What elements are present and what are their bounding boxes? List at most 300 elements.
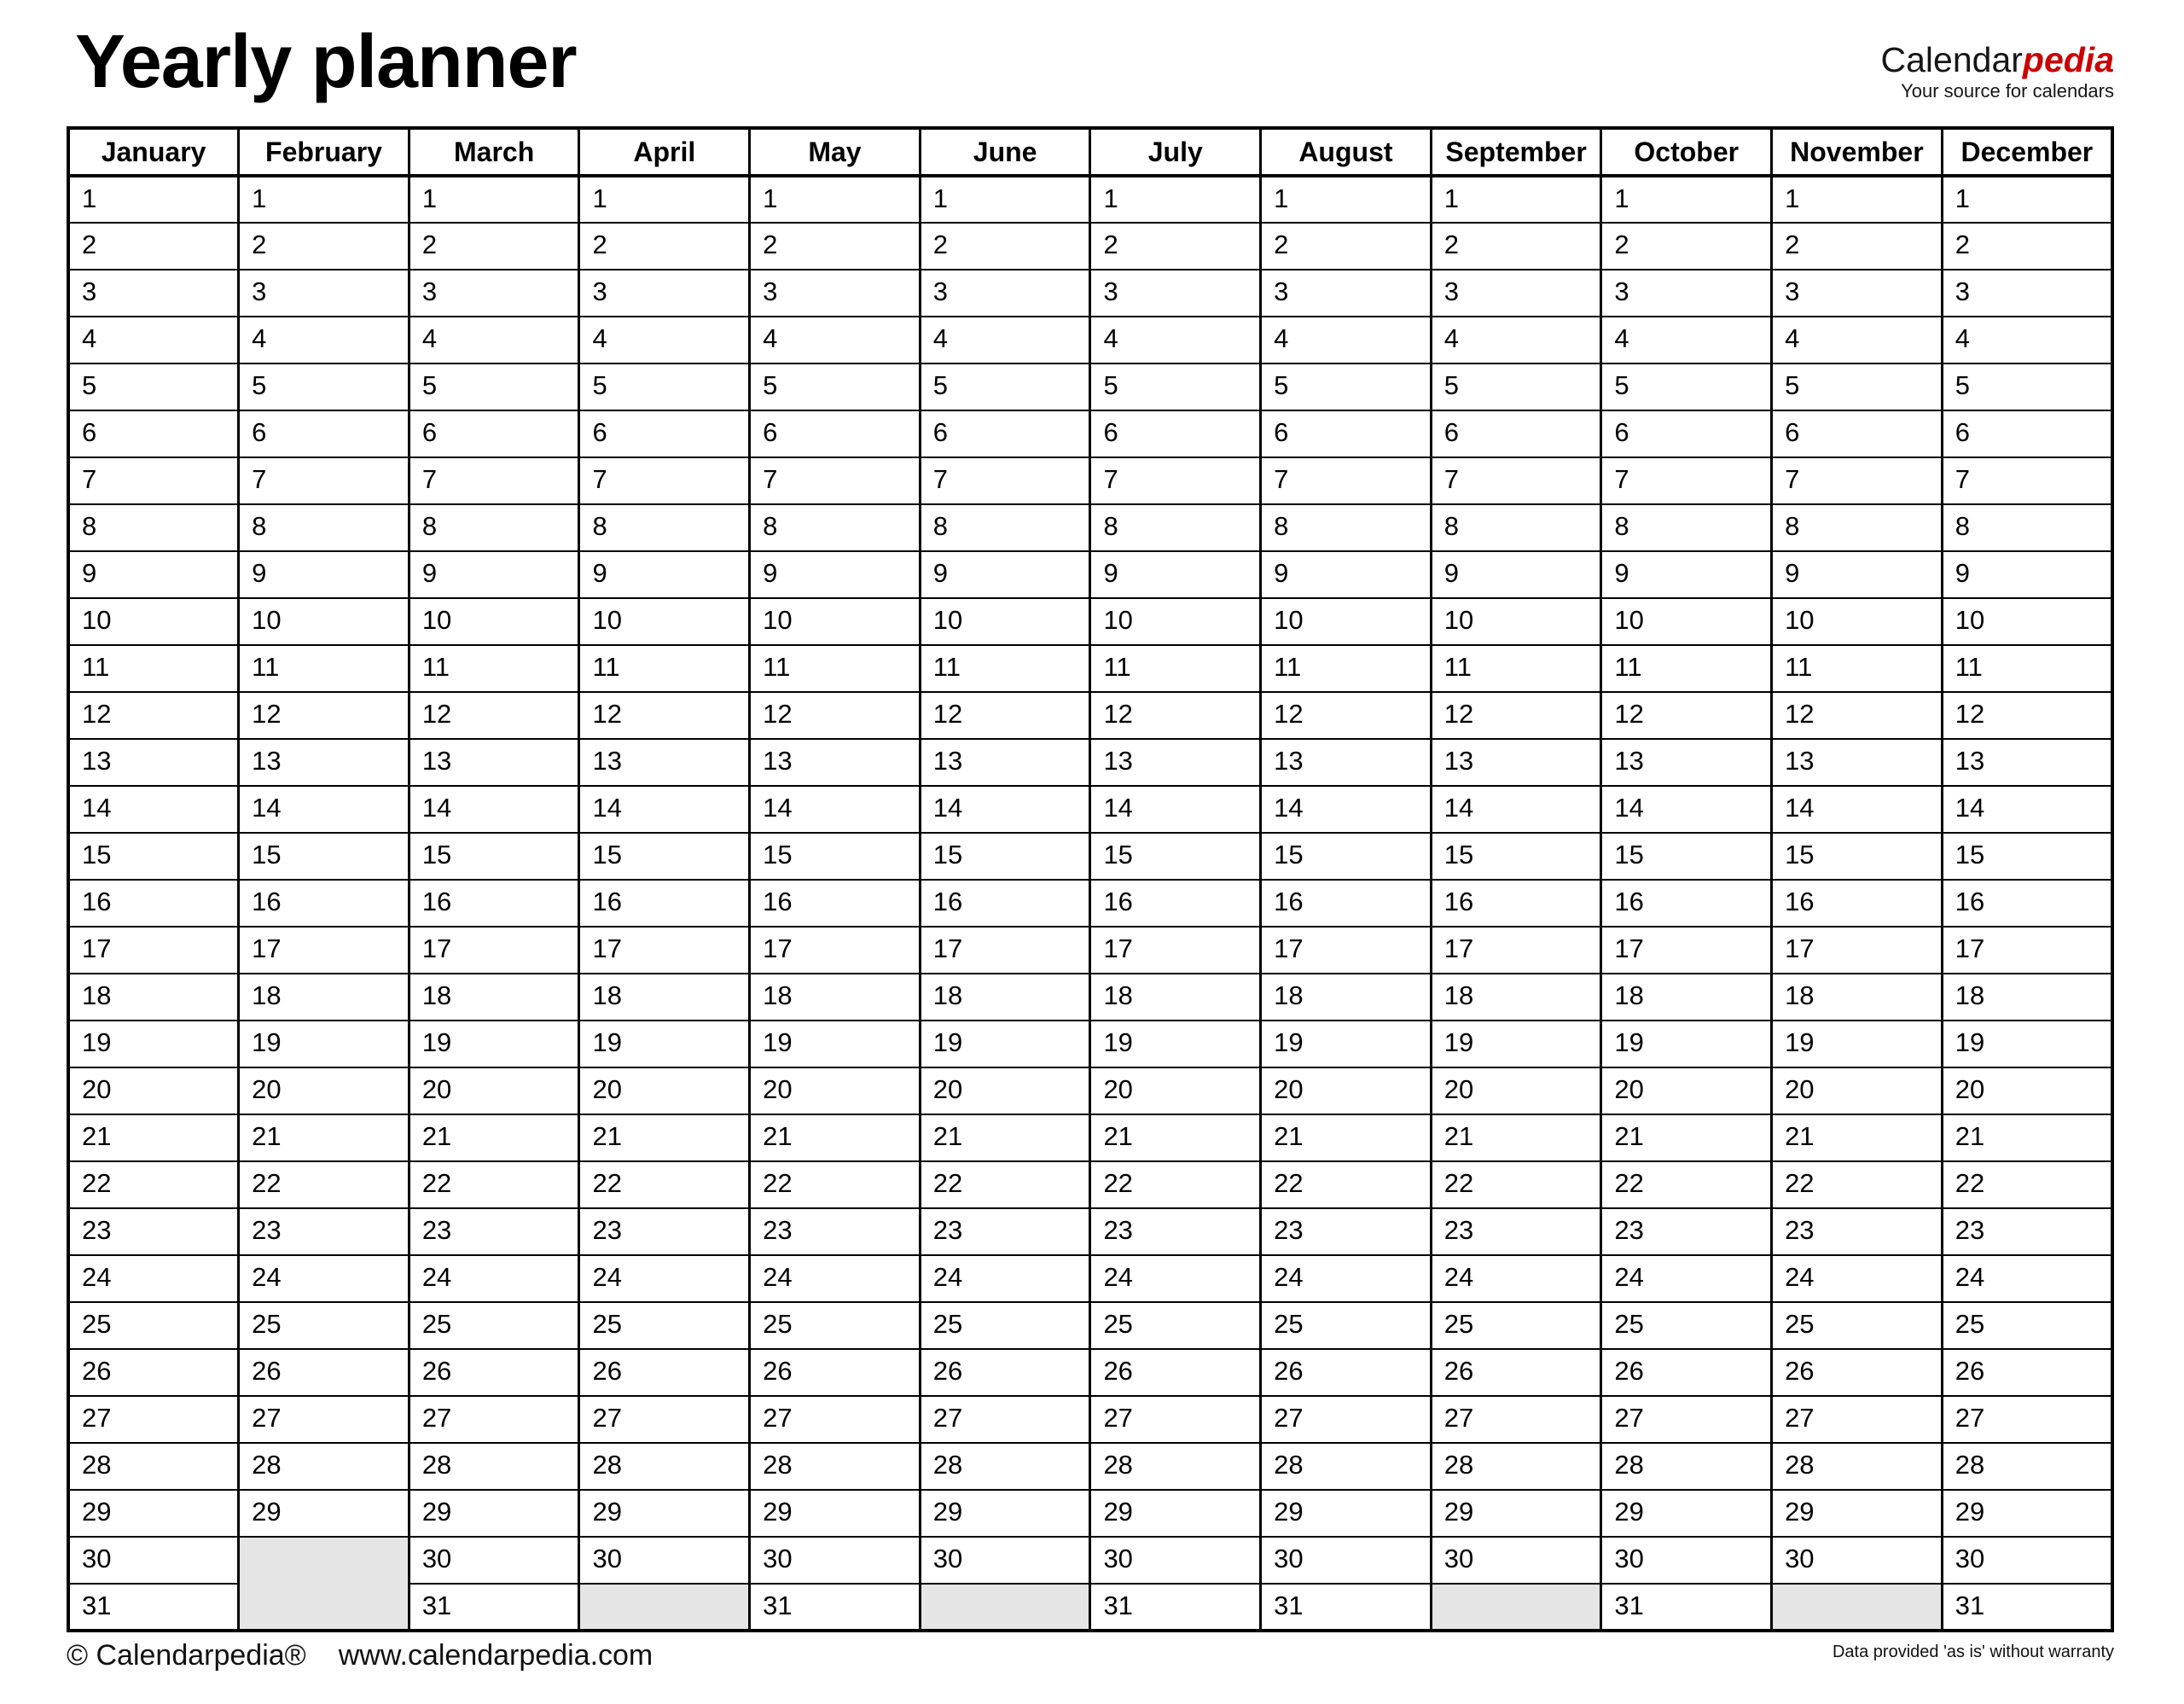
day-cell-february-5[interactable]: 5 <box>239 363 410 410</box>
day-cell-december-1[interactable]: 1 <box>1942 176 2112 223</box>
day-cell-july-29[interactable]: 29 <box>1090 1490 1261 1537</box>
day-cell-august-4[interactable]: 4 <box>1261 317 1432 363</box>
day-cell-september-28[interactable]: 28 <box>1431 1443 1601 1490</box>
day-cell-december-4[interactable]: 4 <box>1942 317 2112 363</box>
day-cell-may-2[interactable]: 2 <box>750 223 921 270</box>
day-cell-september-3[interactable]: 3 <box>1431 270 1601 317</box>
day-cell-january-15[interactable]: 15 <box>68 833 239 880</box>
day-cell-october-26[interactable]: 26 <box>1601 1349 1772 1396</box>
day-cell-november-26[interactable]: 26 <box>1772 1349 1943 1396</box>
day-cell-june-27[interactable]: 27 <box>920 1396 1090 1443</box>
day-cell-january-7[interactable]: 7 <box>68 457 239 504</box>
day-cell-april-4[interactable]: 4 <box>579 317 750 363</box>
day-cell-december-23[interactable]: 23 <box>1942 1208 2112 1255</box>
day-cell-march-1[interactable]: 1 <box>409 176 579 223</box>
day-cell-july-30[interactable]: 30 <box>1090 1537 1261 1584</box>
day-cell-june-20[interactable]: 20 <box>920 1067 1090 1114</box>
day-cell-march-4[interactable]: 4 <box>409 317 579 363</box>
day-cell-march-30[interactable]: 30 <box>409 1537 579 1584</box>
day-cell-january-3[interactable]: 3 <box>68 270 239 317</box>
day-cell-january-10[interactable]: 10 <box>68 598 239 645</box>
day-cell-march-6[interactable]: 6 <box>409 410 579 457</box>
day-cell-september-5[interactable]: 5 <box>1431 363 1601 410</box>
day-cell-october-29[interactable]: 29 <box>1601 1490 1772 1537</box>
day-cell-november-10[interactable]: 10 <box>1772 598 1943 645</box>
day-cell-april-27[interactable]: 27 <box>579 1396 750 1443</box>
day-cell-march-17[interactable]: 17 <box>409 927 579 974</box>
day-cell-february-18[interactable]: 18 <box>239 974 410 1021</box>
day-cell-may-29[interactable]: 29 <box>750 1490 921 1537</box>
day-cell-may-22[interactable]: 22 <box>750 1161 921 1208</box>
day-cell-august-3[interactable]: 3 <box>1261 270 1432 317</box>
day-cell-april-17[interactable]: 17 <box>579 927 750 974</box>
day-cell-may-14[interactable]: 14 <box>750 786 921 833</box>
day-cell-june-11[interactable]: 11 <box>920 645 1090 692</box>
day-cell-february-21[interactable]: 21 <box>239 1114 410 1161</box>
day-cell-december-27[interactable]: 27 <box>1942 1396 2112 1443</box>
day-cell-april-3[interactable]: 3 <box>579 270 750 317</box>
day-cell-november-3[interactable]: 3 <box>1772 270 1943 317</box>
day-cell-february-17[interactable]: 17 <box>239 927 410 974</box>
day-cell-november-30[interactable]: 30 <box>1772 1537 1943 1584</box>
day-cell-january-9[interactable]: 9 <box>68 551 239 598</box>
day-cell-february-1[interactable]: 1 <box>239 176 410 223</box>
day-cell-november-29[interactable]: 29 <box>1772 1490 1943 1537</box>
day-cell-april-19[interactable]: 19 <box>579 1021 750 1067</box>
day-cell-february-22[interactable]: 22 <box>239 1161 410 1208</box>
day-cell-may-21[interactable]: 21 <box>750 1114 921 1161</box>
day-cell-november-19[interactable]: 19 <box>1772 1021 1943 1067</box>
day-cell-july-27[interactable]: 27 <box>1090 1396 1261 1443</box>
day-cell-december-8[interactable]: 8 <box>1942 504 2112 551</box>
day-cell-november-16[interactable]: 16 <box>1772 880 1943 927</box>
day-cell-march-16[interactable]: 16 <box>409 880 579 927</box>
day-cell-april-24[interactable]: 24 <box>579 1255 750 1302</box>
day-cell-april-26[interactable]: 26 <box>579 1349 750 1396</box>
day-cell-february-14[interactable]: 14 <box>239 786 410 833</box>
day-cell-november-6[interactable]: 6 <box>1772 410 1943 457</box>
day-cell-january-31[interactable]: 31 <box>68 1584 239 1631</box>
day-cell-july-15[interactable]: 15 <box>1090 833 1261 880</box>
day-cell-march-26[interactable]: 26 <box>409 1349 579 1396</box>
day-cell-may-12[interactable]: 12 <box>750 692 921 739</box>
day-cell-june-6[interactable]: 6 <box>920 410 1090 457</box>
day-cell-march-5[interactable]: 5 <box>409 363 579 410</box>
day-cell-august-10[interactable]: 10 <box>1261 598 1432 645</box>
day-cell-august-6[interactable]: 6 <box>1261 410 1432 457</box>
day-cell-december-30[interactable]: 30 <box>1942 1537 2112 1584</box>
day-cell-december-9[interactable]: 9 <box>1942 551 2112 598</box>
day-cell-june-25[interactable]: 25 <box>920 1302 1090 1349</box>
day-cell-march-28[interactable]: 28 <box>409 1443 579 1490</box>
day-cell-may-23[interactable]: 23 <box>750 1208 921 1255</box>
day-cell-april-9[interactable]: 9 <box>579 551 750 598</box>
day-cell-april-14[interactable]: 14 <box>579 786 750 833</box>
day-cell-may-24[interactable]: 24 <box>750 1255 921 1302</box>
day-cell-april-15[interactable]: 15 <box>579 833 750 880</box>
day-cell-september-4[interactable]: 4 <box>1431 317 1601 363</box>
day-cell-july-10[interactable]: 10 <box>1090 598 1261 645</box>
day-cell-october-9[interactable]: 9 <box>1601 551 1772 598</box>
day-cell-march-21[interactable]: 21 <box>409 1114 579 1161</box>
day-cell-september-27[interactable]: 27 <box>1431 1396 1601 1443</box>
day-cell-july-23[interactable]: 23 <box>1090 1208 1261 1255</box>
day-cell-november-28[interactable]: 28 <box>1772 1443 1943 1490</box>
day-cell-september-7[interactable]: 7 <box>1431 457 1601 504</box>
day-cell-january-26[interactable]: 26 <box>68 1349 239 1396</box>
day-cell-october-13[interactable]: 13 <box>1601 739 1772 786</box>
day-cell-october-31[interactable]: 31 <box>1601 1584 1772 1631</box>
day-cell-july-2[interactable]: 2 <box>1090 223 1261 270</box>
day-cell-january-20[interactable]: 20 <box>68 1067 239 1114</box>
day-cell-may-25[interactable]: 25 <box>750 1302 921 1349</box>
day-cell-march-25[interactable]: 25 <box>409 1302 579 1349</box>
day-cell-october-4[interactable]: 4 <box>1601 317 1772 363</box>
day-cell-may-31[interactable]: 31 <box>750 1584 921 1631</box>
day-cell-may-10[interactable]: 10 <box>750 598 921 645</box>
day-cell-february-2[interactable]: 2 <box>239 223 410 270</box>
day-cell-june-2[interactable]: 2 <box>920 223 1090 270</box>
day-cell-december-3[interactable]: 3 <box>1942 270 2112 317</box>
day-cell-july-1[interactable]: 1 <box>1090 176 1261 223</box>
day-cell-june-23[interactable]: 23 <box>920 1208 1090 1255</box>
day-cell-march-22[interactable]: 22 <box>409 1161 579 1208</box>
day-cell-october-7[interactable]: 7 <box>1601 457 1772 504</box>
day-cell-november-17[interactable]: 17 <box>1772 927 1943 974</box>
day-cell-october-23[interactable]: 23 <box>1601 1208 1772 1255</box>
day-cell-october-17[interactable]: 17 <box>1601 927 1772 974</box>
day-cell-september-17[interactable]: 17 <box>1431 927 1601 974</box>
day-cell-january-17[interactable]: 17 <box>68 927 239 974</box>
day-cell-february-25[interactable]: 25 <box>239 1302 410 1349</box>
day-cell-october-5[interactable]: 5 <box>1601 363 1772 410</box>
day-cell-march-31[interactable]: 31 <box>409 1584 579 1631</box>
day-cell-september-9[interactable]: 9 <box>1431 551 1601 598</box>
day-cell-april-21[interactable]: 21 <box>579 1114 750 1161</box>
day-cell-march-14[interactable]: 14 <box>409 786 579 833</box>
day-cell-april-1[interactable]: 1 <box>579 176 750 223</box>
day-cell-may-17[interactable]: 17 <box>750 927 921 974</box>
day-cell-march-18[interactable]: 18 <box>409 974 579 1021</box>
day-cell-august-13[interactable]: 13 <box>1261 739 1432 786</box>
day-cell-july-14[interactable]: 14 <box>1090 786 1261 833</box>
day-cell-august-15[interactable]: 15 <box>1261 833 1432 880</box>
day-cell-december-15[interactable]: 15 <box>1942 833 2112 880</box>
day-cell-november-25[interactable]: 25 <box>1772 1302 1943 1349</box>
day-cell-february-12[interactable]: 12 <box>239 692 410 739</box>
day-cell-may-15[interactable]: 15 <box>750 833 921 880</box>
day-cell-november-1[interactable]: 1 <box>1772 176 1943 223</box>
day-cell-january-21[interactable]: 21 <box>68 1114 239 1161</box>
day-cell-march-23[interactable]: 23 <box>409 1208 579 1255</box>
day-cell-december-25[interactable]: 25 <box>1942 1302 2112 1349</box>
day-cell-february-10[interactable]: 10 <box>239 598 410 645</box>
day-cell-may-8[interactable]: 8 <box>750 504 921 551</box>
day-cell-may-9[interactable]: 9 <box>750 551 921 598</box>
day-cell-july-5[interactable]: 5 <box>1090 363 1261 410</box>
day-cell-october-1[interactable]: 1 <box>1601 176 1772 223</box>
day-cell-november-5[interactable]: 5 <box>1772 363 1943 410</box>
day-cell-september-16[interactable]: 16 <box>1431 880 1601 927</box>
day-cell-may-6[interactable]: 6 <box>750 410 921 457</box>
day-cell-july-28[interactable]: 28 <box>1090 1443 1261 1490</box>
day-cell-october-22[interactable]: 22 <box>1601 1161 1772 1208</box>
day-cell-april-12[interactable]: 12 <box>579 692 750 739</box>
day-cell-august-16[interactable]: 16 <box>1261 880 1432 927</box>
day-cell-july-18[interactable]: 18 <box>1090 974 1261 1021</box>
day-cell-june-19[interactable]: 19 <box>920 1021 1090 1067</box>
day-cell-july-12[interactable]: 12 <box>1090 692 1261 739</box>
day-cell-may-16[interactable]: 16 <box>750 880 921 927</box>
day-cell-october-24[interactable]: 24 <box>1601 1255 1772 1302</box>
day-cell-june-7[interactable]: 7 <box>920 457 1090 504</box>
day-cell-february-27[interactable]: 27 <box>239 1396 410 1443</box>
day-cell-october-8[interactable]: 8 <box>1601 504 1772 551</box>
day-cell-april-6[interactable]: 6 <box>579 410 750 457</box>
day-cell-october-14[interactable]: 14 <box>1601 786 1772 833</box>
day-cell-august-22[interactable]: 22 <box>1261 1161 1432 1208</box>
day-cell-january-11[interactable]: 11 <box>68 645 239 692</box>
day-cell-november-21[interactable]: 21 <box>1772 1114 1943 1161</box>
day-cell-january-4[interactable]: 4 <box>68 317 239 363</box>
day-cell-june-15[interactable]: 15 <box>920 833 1090 880</box>
day-cell-october-2[interactable]: 2 <box>1601 223 1772 270</box>
day-cell-september-29[interactable]: 29 <box>1431 1490 1601 1537</box>
day-cell-february-26[interactable]: 26 <box>239 1349 410 1396</box>
day-cell-december-12[interactable]: 12 <box>1942 692 2112 739</box>
day-cell-december-7[interactable]: 7 <box>1942 457 2112 504</box>
day-cell-december-14[interactable]: 14 <box>1942 786 2112 833</box>
day-cell-may-30[interactable]: 30 <box>750 1537 921 1584</box>
day-cell-september-10[interactable]: 10 <box>1431 598 1601 645</box>
day-cell-april-16[interactable]: 16 <box>579 880 750 927</box>
day-cell-june-16[interactable]: 16 <box>920 880 1090 927</box>
day-cell-october-25[interactable]: 25 <box>1601 1302 1772 1349</box>
day-cell-february-23[interactable]: 23 <box>239 1208 410 1255</box>
day-cell-september-20[interactable]: 20 <box>1431 1067 1601 1114</box>
day-cell-april-23[interactable]: 23 <box>579 1208 750 1255</box>
day-cell-january-6[interactable]: 6 <box>68 410 239 457</box>
day-cell-august-19[interactable]: 19 <box>1261 1021 1432 1067</box>
day-cell-august-1[interactable]: 1 <box>1261 176 1432 223</box>
day-cell-may-26[interactable]: 26 <box>750 1349 921 1396</box>
day-cell-january-29[interactable]: 29 <box>68 1490 239 1537</box>
day-cell-june-14[interactable]: 14 <box>920 786 1090 833</box>
day-cell-january-22[interactable]: 22 <box>68 1161 239 1208</box>
day-cell-october-16[interactable]: 16 <box>1601 880 1772 927</box>
day-cell-september-24[interactable]: 24 <box>1431 1255 1601 1302</box>
website-link[interactable]: www.calendarpedia.com <box>338 1639 653 1672</box>
day-cell-august-2[interactable]: 2 <box>1261 223 1432 270</box>
day-cell-february-7[interactable]: 7 <box>239 457 410 504</box>
day-cell-october-28[interactable]: 28 <box>1601 1443 1772 1490</box>
day-cell-april-8[interactable]: 8 <box>579 504 750 551</box>
day-cell-january-8[interactable]: 8 <box>68 504 239 551</box>
day-cell-november-9[interactable]: 9 <box>1772 551 1943 598</box>
day-cell-january-16[interactable]: 16 <box>68 880 239 927</box>
day-cell-june-24[interactable]: 24 <box>920 1255 1090 1302</box>
day-cell-july-4[interactable]: 4 <box>1090 317 1261 363</box>
day-cell-december-10[interactable]: 10 <box>1942 598 2112 645</box>
day-cell-april-11[interactable]: 11 <box>579 645 750 692</box>
day-cell-june-9[interactable]: 9 <box>920 551 1090 598</box>
day-cell-december-29[interactable]: 29 <box>1942 1490 2112 1537</box>
day-cell-april-22[interactable]: 22 <box>579 1161 750 1208</box>
day-cell-september-2[interactable]: 2 <box>1431 223 1601 270</box>
day-cell-july-7[interactable]: 7 <box>1090 457 1261 504</box>
day-cell-december-31[interactable]: 31 <box>1942 1584 2112 1631</box>
day-cell-may-13[interactable]: 13 <box>750 739 921 786</box>
day-cell-february-16[interactable]: 16 <box>239 880 410 927</box>
day-cell-june-10[interactable]: 10 <box>920 598 1090 645</box>
day-cell-september-25[interactable]: 25 <box>1431 1302 1601 1349</box>
day-cell-february-24[interactable]: 24 <box>239 1255 410 1302</box>
day-cell-december-11[interactable]: 11 <box>1942 645 2112 692</box>
day-cell-january-27[interactable]: 27 <box>68 1396 239 1443</box>
day-cell-march-29[interactable]: 29 <box>409 1490 579 1537</box>
day-cell-march-27[interactable]: 27 <box>409 1396 579 1443</box>
day-cell-may-20[interactable]: 20 <box>750 1067 921 1114</box>
day-cell-october-20[interactable]: 20 <box>1601 1067 1772 1114</box>
day-cell-june-29[interactable]: 29 <box>920 1490 1090 1537</box>
day-cell-march-12[interactable]: 12 <box>409 692 579 739</box>
day-cell-august-17[interactable]: 17 <box>1261 927 1432 974</box>
day-cell-september-21[interactable]: 21 <box>1431 1114 1601 1161</box>
day-cell-july-31[interactable]: 31 <box>1090 1584 1261 1631</box>
day-cell-april-20[interactable]: 20 <box>579 1067 750 1114</box>
day-cell-january-25[interactable]: 25 <box>68 1302 239 1349</box>
day-cell-may-7[interactable]: 7 <box>750 457 921 504</box>
day-cell-september-6[interactable]: 6 <box>1431 410 1601 457</box>
day-cell-december-24[interactable]: 24 <box>1942 1255 2112 1302</box>
day-cell-july-8[interactable]: 8 <box>1090 504 1261 551</box>
day-cell-february-13[interactable]: 13 <box>239 739 410 786</box>
day-cell-june-21[interactable]: 21 <box>920 1114 1090 1161</box>
day-cell-november-15[interactable]: 15 <box>1772 833 1943 880</box>
day-cell-april-18[interactable]: 18 <box>579 974 750 1021</box>
day-cell-march-20[interactable]: 20 <box>409 1067 579 1114</box>
day-cell-september-15[interactable]: 15 <box>1431 833 1601 880</box>
day-cell-august-24[interactable]: 24 <box>1261 1255 1432 1302</box>
day-cell-october-15[interactable]: 15 <box>1601 833 1772 880</box>
day-cell-september-8[interactable]: 8 <box>1431 504 1601 551</box>
day-cell-march-2[interactable]: 2 <box>409 223 579 270</box>
day-cell-october-3[interactable]: 3 <box>1601 270 1772 317</box>
day-cell-may-3[interactable]: 3 <box>750 270 921 317</box>
day-cell-august-30[interactable]: 30 <box>1261 1537 1432 1584</box>
day-cell-december-26[interactable]: 26 <box>1942 1349 2112 1396</box>
day-cell-november-2[interactable]: 2 <box>1772 223 1943 270</box>
day-cell-september-19[interactable]: 19 <box>1431 1021 1601 1067</box>
day-cell-july-9[interactable]: 9 <box>1090 551 1261 598</box>
day-cell-january-30[interactable]: 30 <box>68 1537 239 1584</box>
day-cell-september-26[interactable]: 26 <box>1431 1349 1601 1396</box>
day-cell-april-10[interactable]: 10 <box>579 598 750 645</box>
day-cell-february-8[interactable]: 8 <box>239 504 410 551</box>
day-cell-june-8[interactable]: 8 <box>920 504 1090 551</box>
day-cell-february-4[interactable]: 4 <box>239 317 410 363</box>
day-cell-december-22[interactable]: 22 <box>1942 1161 2112 1208</box>
day-cell-september-22[interactable]: 22 <box>1431 1161 1601 1208</box>
day-cell-march-19[interactable]: 19 <box>409 1021 579 1067</box>
day-cell-august-12[interactable]: 12 <box>1261 692 1432 739</box>
day-cell-november-20[interactable]: 20 <box>1772 1067 1943 1114</box>
day-cell-march-10[interactable]: 10 <box>409 598 579 645</box>
day-cell-november-8[interactable]: 8 <box>1772 504 1943 551</box>
day-cell-december-16[interactable]: 16 <box>1942 880 2112 927</box>
day-cell-november-12[interactable]: 12 <box>1772 692 1943 739</box>
day-cell-february-20[interactable]: 20 <box>239 1067 410 1114</box>
day-cell-march-9[interactable]: 9 <box>409 551 579 598</box>
day-cell-november-7[interactable]: 7 <box>1772 457 1943 504</box>
day-cell-march-13[interactable]: 13 <box>409 739 579 786</box>
day-cell-january-19[interactable]: 19 <box>68 1021 239 1067</box>
day-cell-february-29[interactable]: 29 <box>239 1490 410 1537</box>
day-cell-july-20[interactable]: 20 <box>1090 1067 1261 1114</box>
day-cell-april-5[interactable]: 5 <box>579 363 750 410</box>
day-cell-december-5[interactable]: 5 <box>1942 363 2112 410</box>
day-cell-august-26[interactable]: 26 <box>1261 1349 1432 1396</box>
day-cell-march-8[interactable]: 8 <box>409 504 579 551</box>
day-cell-august-11[interactable]: 11 <box>1261 645 1432 692</box>
day-cell-march-15[interactable]: 15 <box>409 833 579 880</box>
day-cell-may-1[interactable]: 1 <box>750 176 921 223</box>
day-cell-september-14[interactable]: 14 <box>1431 786 1601 833</box>
day-cell-may-11[interactable]: 11 <box>750 645 921 692</box>
day-cell-december-18[interactable]: 18 <box>1942 974 2112 1021</box>
day-cell-january-24[interactable]: 24 <box>68 1255 239 1302</box>
day-cell-august-18[interactable]: 18 <box>1261 974 1432 1021</box>
day-cell-december-13[interactable]: 13 <box>1942 739 2112 786</box>
day-cell-june-22[interactable]: 22 <box>920 1161 1090 1208</box>
day-cell-october-19[interactable]: 19 <box>1601 1021 1772 1067</box>
day-cell-january-18[interactable]: 18 <box>68 974 239 1021</box>
day-cell-august-8[interactable]: 8 <box>1261 504 1432 551</box>
day-cell-may-28[interactable]: 28 <box>750 1443 921 1490</box>
day-cell-january-5[interactable]: 5 <box>68 363 239 410</box>
day-cell-january-2[interactable]: 2 <box>68 223 239 270</box>
day-cell-january-1[interactable]: 1 <box>68 176 239 223</box>
day-cell-november-27[interactable]: 27 <box>1772 1396 1943 1443</box>
day-cell-august-21[interactable]: 21 <box>1261 1114 1432 1161</box>
day-cell-december-20[interactable]: 20 <box>1942 1067 2112 1114</box>
day-cell-june-17[interactable]: 17 <box>920 927 1090 974</box>
day-cell-october-27[interactable]: 27 <box>1601 1396 1772 1443</box>
day-cell-january-28[interactable]: 28 <box>68 1443 239 1490</box>
day-cell-august-25[interactable]: 25 <box>1261 1302 1432 1349</box>
day-cell-june-30[interactable]: 30 <box>920 1537 1090 1584</box>
day-cell-may-4[interactable]: 4 <box>750 317 921 363</box>
day-cell-july-24[interactable]: 24 <box>1090 1255 1261 1302</box>
day-cell-august-7[interactable]: 7 <box>1261 457 1432 504</box>
day-cell-september-13[interactable]: 13 <box>1431 739 1601 786</box>
day-cell-march-7[interactable]: 7 <box>409 457 579 504</box>
day-cell-june-13[interactable]: 13 <box>920 739 1090 786</box>
day-cell-june-26[interactable]: 26 <box>920 1349 1090 1396</box>
day-cell-august-28[interactable]: 28 <box>1261 1443 1432 1490</box>
day-cell-december-19[interactable]: 19 <box>1942 1021 2112 1067</box>
day-cell-september-11[interactable]: 11 <box>1431 645 1601 692</box>
day-cell-february-9[interactable]: 9 <box>239 551 410 598</box>
day-cell-september-18[interactable]: 18 <box>1431 974 1601 1021</box>
day-cell-january-23[interactable]: 23 <box>68 1208 239 1255</box>
day-cell-september-23[interactable]: 23 <box>1431 1208 1601 1255</box>
day-cell-september-1[interactable]: 1 <box>1431 176 1601 223</box>
day-cell-june-18[interactable]: 18 <box>920 974 1090 1021</box>
day-cell-july-17[interactable]: 17 <box>1090 927 1261 974</box>
day-cell-august-9[interactable]: 9 <box>1261 551 1432 598</box>
day-cell-april-2[interactable]: 2 <box>579 223 750 270</box>
